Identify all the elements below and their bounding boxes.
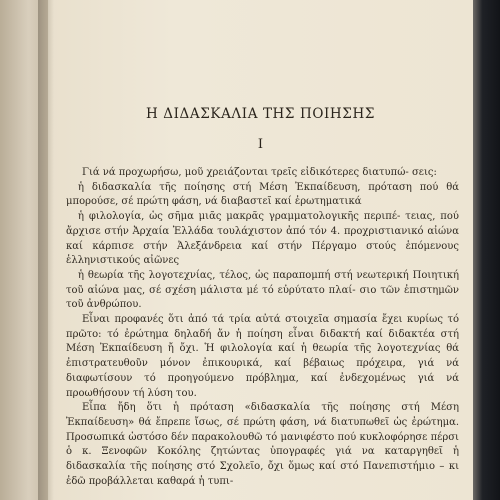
text-line: ἡ διδασκαλία τῆς ποίησης στή Μέση Ἐκπαίδευση, πρόταση πού bbox=[78, 181, 439, 193]
book-page bbox=[48, 0, 473, 500]
list-item-1 bbox=[66, 181, 459, 210]
text-line: ἡ θεωρία τῆς λογοτεχνίας, τέλος, ὡς παραπομπή στή νεωτερική bbox=[78, 269, 409, 281]
text-line: τειας, πού ἄρχισε στήν Ἀρχαία Ἑλλάδα τουλάχιστον ἀπό τόν 4. bbox=[66, 211, 459, 237]
text-line: βέβαιως πρόχειρα, γιά νά διαφωτίσουν τό προηγούμενο πρόβλημα, bbox=[66, 358, 459, 384]
body-text bbox=[66, 166, 459, 489]
paragraph-3 bbox=[66, 401, 459, 489]
text-line: Ποιητική τοῦ αἰώνα μας, σέ σχέση μάλιστα μέ τό εὐρύτατο πλαί- bbox=[66, 269, 459, 296]
text-line: προχριστιανικό αἰώνα καί κάρπισε στήν Ἀλεξάνδρεια καί στήν bbox=[66, 225, 459, 252]
list-item-3 bbox=[66, 269, 459, 313]
text-line: κυκλοφόρησε πέρσι ὁ κ. Ξενοφῶν Κοκόλης ζητώντας ὑπογραφές bbox=[66, 431, 459, 458]
text-line: σιο τῶν ἐπιστημῶν τοῦ ἀνθρώπου. bbox=[66, 284, 459, 311]
text-line: Εἶπα ἤδη ὅτι ἡ πρόταση «διδασκαλία τῆς ποίησης στή Μέση bbox=[82, 402, 459, 414]
text-line: Ἐκπαίδευση» θά ἔπρεπε ἴσως, σέ πρώτη φάση, νά διατυπωθεῖ ὡς bbox=[66, 416, 408, 428]
text-line: Εἶναι προφανές ὅτι ἀπό τά τρία αὐτά στοιχεῖα σημασία ἔχει bbox=[82, 314, 403, 326]
text-line: Γιά νά προχωρήσω, μοῦ χρειάζονται τρεῖς εἰδικότερες διατυπώ- bbox=[82, 167, 409, 178]
text-line: καί διδακτέα στή Μέση Ἐκπαίδευση ἤ ὄχι. Ἡ φιλολογία καί ἡ bbox=[66, 328, 460, 355]
text-line: ἐρώτημα. Προσωπικά ὡστόσο δέν παρακολουθῶ τό μανιφέστο πού bbox=[66, 416, 459, 443]
text-line: θεωρία τῆς λογοτεχνίας θά ἐπιστρατευθοῦν μόνον ἐπικουρικά, καί bbox=[66, 343, 459, 370]
book-gutter-shadow bbox=[38, 0, 54, 500]
list-item-2 bbox=[66, 210, 459, 269]
text-line: ἡ φιλολογία, ὡς σῆμα μιᾶς μακρᾶς γραμματολογικῆς περιπέ- bbox=[78, 211, 401, 223]
text-line: γιά να καταργηθεῖ ἡ διδασκαλία τῆς ποίησης στό Σχολεῖο, ὄχι bbox=[66, 446, 459, 473]
text-line: θά μπορούσε, σέ πρώτη φάση, νά διαβαστεῖ καί ἐρωτηματικά bbox=[66, 181, 459, 208]
text-line: Πέργαμο στούς ἑπόμενους ἑλληνιστικούς αἰῶνες bbox=[66, 240, 459, 267]
paragraph-intro bbox=[66, 166, 459, 181]
text-line: ὅμως καί στό Πανεπιστήμιο – κι ἐδῶ προβάλλεται καθαρά ἡ τυπι- bbox=[66, 461, 459, 487]
section-number: I bbox=[257, 137, 264, 152]
book-cover-edge bbox=[473, 0, 500, 500]
text-line: καί ἐνδεχομένως γιά νά προωθήσουν τή λύση του. bbox=[66, 372, 459, 399]
text-line: κυρίως τό πρῶτο: τό ἐρώτημα δηλαδή ἄν ἡ ποίηση εἶναι διδακτή bbox=[66, 314, 460, 340]
text-line: σεις: bbox=[411, 167, 437, 178]
chapter-title: Η ΔΙΔΑΣΚΑΛΙΑ ΤΗΣ ΠΟΙΗΣΗΣ bbox=[146, 106, 375, 122]
paragraph-2 bbox=[66, 313, 459, 401]
